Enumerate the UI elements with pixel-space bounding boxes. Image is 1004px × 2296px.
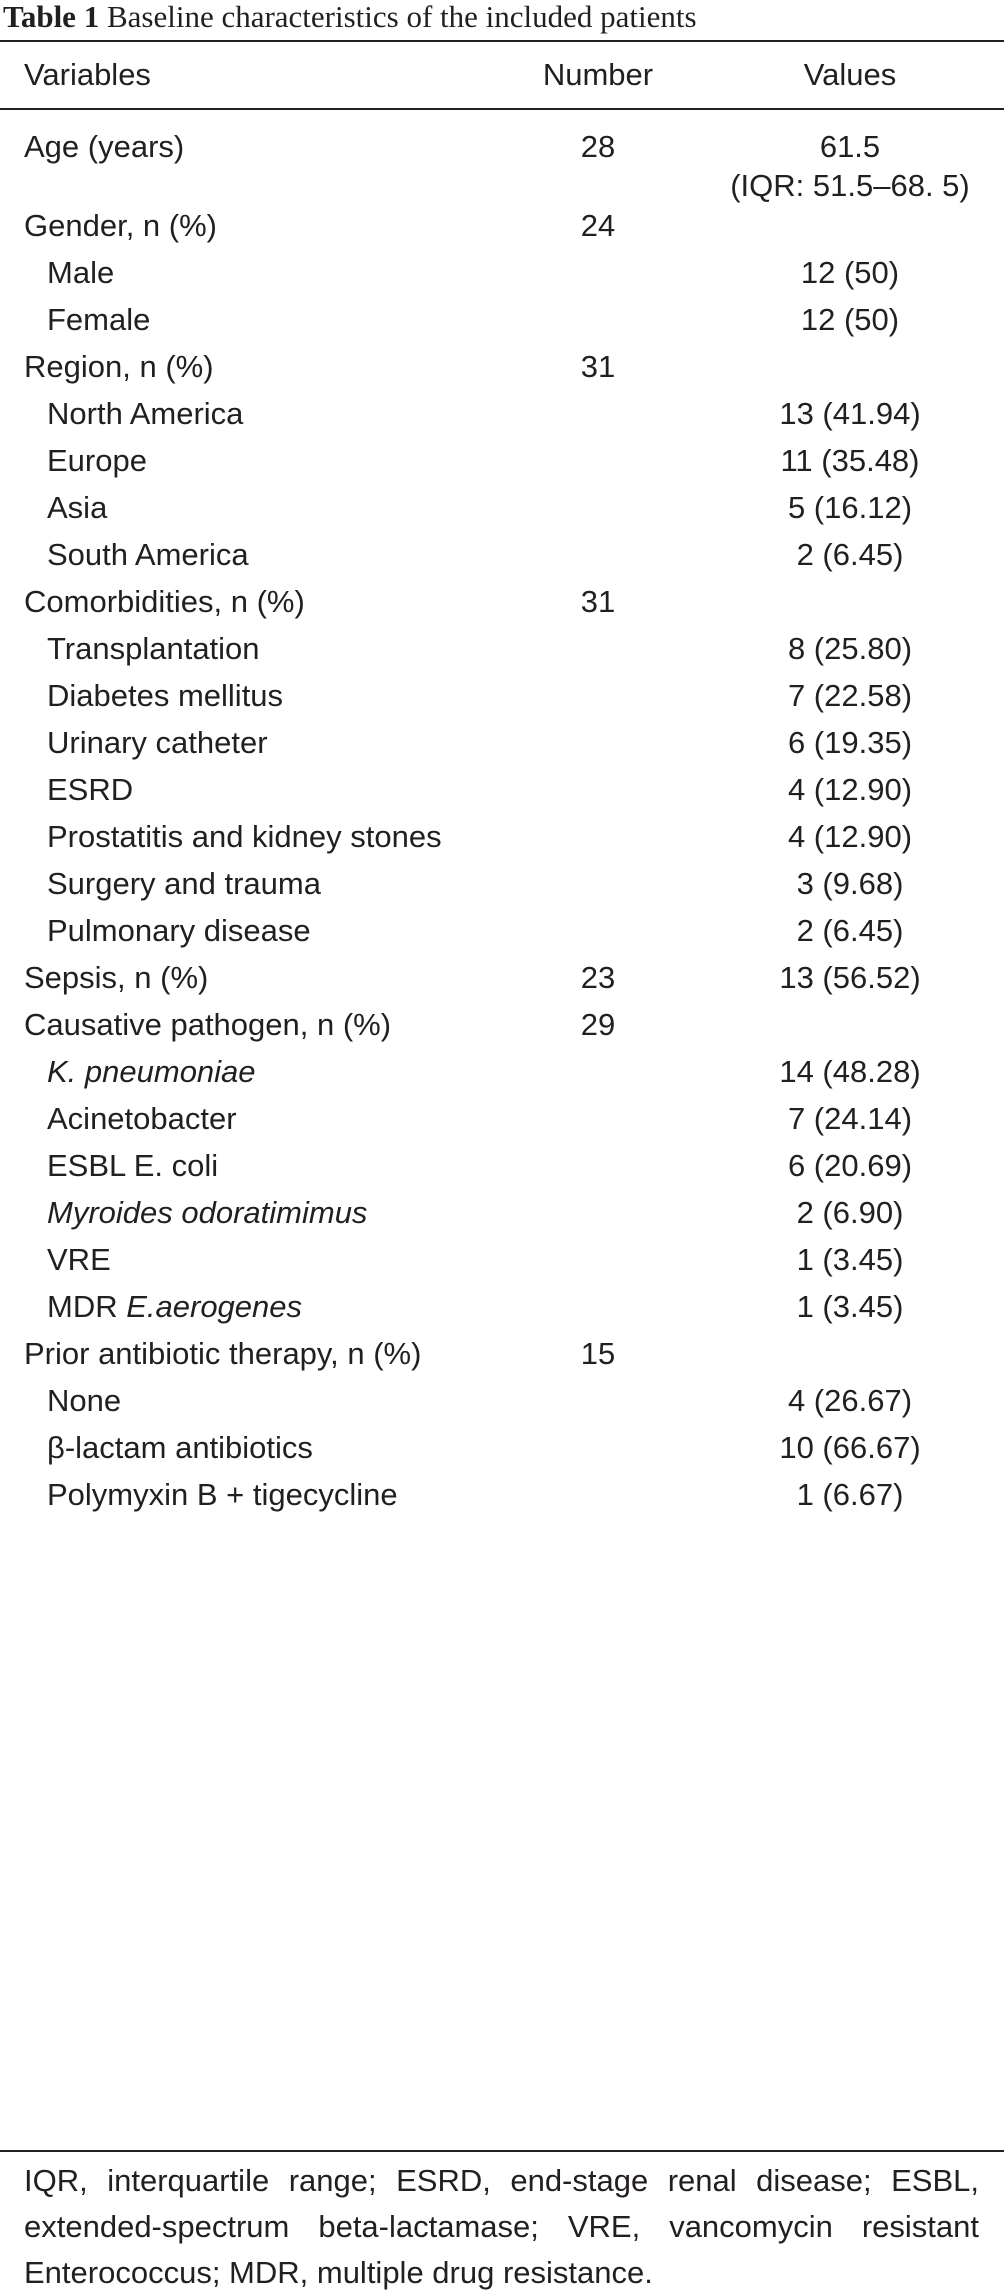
row-variable: Causative pathogen, n (%) — [24, 1007, 392, 1042]
row-variable: Comorbidities, n (%) — [24, 584, 305, 619]
row-value: 7 (24.14) — [787, 1101, 913, 1136]
row-value: 13 (56.52) — [779, 960, 921, 995]
row-variable: β-lactam antibiotics — [47, 1430, 313, 1465]
row-variable: South America — [47, 537, 249, 572]
row-value: 6 (20.69) — [787, 1148, 913, 1183]
row-value: 12 (50) — [800, 302, 900, 337]
row-value: 1 (6.67) — [796, 1477, 904, 1512]
row-variable: North America — [47, 396, 244, 431]
row-variable: Polymyxin B + tigecycline — [47, 1477, 398, 1512]
row-number: 31 — [580, 584, 616, 619]
row-variable: Male — [47, 255, 115, 290]
row-number: 24 — [580, 208, 616, 243]
header-values: Values — [803, 57, 897, 92]
row-variable: K. pneumoniae — [47, 1054, 256, 1089]
row-value: 14 (48.28) — [779, 1054, 921, 1089]
row-value: 12 (50) — [800, 255, 900, 290]
row-variable: Asia — [47, 490, 108, 525]
header-number: Number — [542, 57, 654, 92]
row-variable: Diabetes mellitus — [47, 678, 284, 713]
row-variable: Female — [47, 302, 151, 337]
row-variable-text: MDR — [47, 1289, 127, 1324]
row-value: 1 (3.45) — [796, 1242, 904, 1277]
row-variable: Myroides odoratimimus — [47, 1195, 368, 1230]
row-value: 2 (6.45) — [796, 537, 904, 572]
row-value: 4 (26.67) — [787, 1383, 913, 1418]
row-number: 28 — [580, 129, 616, 164]
row-variable: VRE — [47, 1242, 111, 1277]
row-value: 6 (19.35) — [787, 725, 913, 760]
row-number: 29 — [580, 1007, 616, 1042]
table-caption-text: Baseline characteristics of the included patients — [99, 0, 697, 34]
row-value: 4 (12.90) — [787, 819, 913, 854]
row-variable: Urinary catheter — [47, 725, 268, 760]
row-value: 4 (12.90) — [787, 772, 913, 807]
table-footnote: IQR, interquartile range; ESRD, end-stage renal disease; ESBL, extended-spectrum beta-lactamase; VRE, vancomycin resistant Enterococcus; MDR, multiple drug resistance. — [24, 2163, 979, 2290]
row-variable: Region, n (%) — [24, 349, 214, 384]
row-number: 31 — [580, 349, 616, 384]
row-variable: Prior antibiotic therapy, n (%) — [24, 1336, 422, 1371]
row-value: 2 (6.90) — [796, 1195, 904, 1230]
row-value: 8 (25.80) — [787, 631, 913, 666]
row-variable: Age (years) — [24, 129, 185, 164]
row-value: 13 (41.94) — [779, 396, 921, 431]
table-top-rule — [0, 40, 1004, 42]
row-value: 11 (35.48) — [780, 443, 920, 478]
row-variable: Acinetobacter — [47, 1101, 237, 1136]
table-header-rule — [0, 108, 1004, 110]
row-variable — [47, 1284, 302, 1330]
row-value: 1 (3.45) — [796, 1289, 904, 1324]
row-number: 15 — [580, 1336, 616, 1371]
table-bottom-rule — [0, 2150, 1004, 2152]
row-number: 23 — [580, 960, 616, 995]
row-value: 7 (22.58) — [787, 678, 913, 713]
row-variable: ESRD — [47, 772, 134, 807]
row-variable: Pulmonary disease — [47, 913, 311, 948]
row-value: 10 (66.67) — [779, 1430, 921, 1465]
row-variable-italic-text: E.aerogenes — [126, 1289, 303, 1324]
row-value: 5 (16.12) — [787, 490, 913, 525]
row-variable: Sepsis, n (%) — [24, 960, 209, 995]
row-value: 2 (6.45) — [796, 913, 904, 948]
row-variable: Transplantation — [47, 631, 260, 666]
row-value: 3 (9.68) — [796, 866, 904, 901]
table-caption-label: Table 1 — [3, 0, 100, 34]
row-variable: Gender, n (%) — [24, 208, 217, 243]
table-caption — [3, 0, 697, 34]
row-variable: None — [47, 1383, 122, 1418]
row-variable: ESBL E. coli — [47, 1148, 219, 1183]
row-variable: Europe — [47, 443, 147, 478]
row-variable: Surgery and trauma — [47, 866, 321, 901]
header-variables: Variables — [24, 57, 151, 92]
row-value-line1: 61.5 — [819, 129, 881, 164]
row-value-line2: (IQR: 51.5–68. 5) — [730, 168, 970, 203]
row-variable: Prostatitis and kidney stones — [47, 819, 442, 854]
row-value — [700, 130, 1000, 208]
